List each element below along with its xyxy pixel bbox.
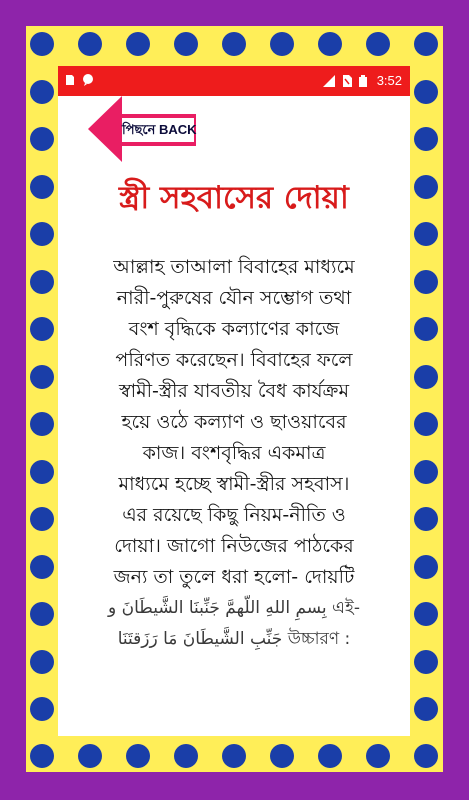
message-icon [82,74,94,86]
status-time: 3:52 [376,73,402,88]
frame-dot [30,412,54,436]
article-line: আল্লাহ তাআলা বিবাহের মাধ্যমে [113,256,355,278]
frame-dot [30,175,54,199]
frame-dot [366,744,390,768]
sd-card-icon [64,74,76,86]
frame-dot [222,32,246,56]
article-line: পরিণত করেছেন। বিবাহের ফলে [115,349,353,371]
frame-dot [30,270,54,294]
frame-dot [30,222,54,246]
frame-dot [30,127,54,151]
article-line: এর রয়েছে কিছু নিয়ম-নীতি ও [122,504,346,526]
frame-dot [30,460,54,484]
frame-dot [414,744,438,768]
signal-icon [323,75,335,87]
no-sim-icon [341,75,353,87]
frame-dot [414,412,438,436]
article-line: দোয়া। জাগো নিউজের পাঠকের [114,535,354,557]
battery-icon [359,75,371,87]
frame-dot [174,744,198,768]
frame-dot [414,80,438,104]
frame-dot [30,365,54,389]
frame-dot [414,650,438,674]
frame-dot [174,32,198,56]
frame-dot [414,365,438,389]
article-line: হয়ে ওঠে কল্যাণ ও ছাওয়াবের [121,411,347,433]
frame-dot [414,32,438,56]
status-bar [58,66,410,96]
back-button[interactable] [86,94,198,164]
frame-dot [222,744,246,768]
frame-dot [30,32,54,56]
back-label: পিছনে BACK [122,122,197,137]
frame-dot [30,317,54,341]
frame-dot [318,32,342,56]
frame-dot [30,555,54,579]
frame-dot [414,507,438,531]
article-line: মাধ্যমে হচ্ছে স্বামী-স্ত্রীর সহবাস। [118,473,350,495]
frame-dot [414,222,438,246]
frame-dot [30,80,54,104]
article-body [66,252,402,655]
article-line: জন্য তা তুলে ধরা হলো- দোয়টি [113,566,355,588]
article-line: স্বামী-স্ত্রীর যাবতীয় বৈধ কার্যক্রম [119,380,349,402]
arabic-line: جَنِّبِ الشَّيطَانَ مَا رَزَقتَنَا উচ্চারণ : [117,629,351,649]
page-title: স্ত্রী সহবাসের দোয়া [119,180,349,216]
frame-dot [78,32,102,56]
frame-dot [30,507,54,531]
phone-screen [58,66,410,736]
frame-dot [414,460,438,484]
frame-dot [414,602,438,626]
article-line: নারী-পুরুষের যৌন সম্ভোগ তথা [116,287,352,309]
frame-dot [414,127,438,151]
frame-dot [318,744,342,768]
article-line: বংশ বৃদ্ধিকে কল্যাণের কাজে [128,318,340,340]
frame-dot [30,602,54,626]
frame-dot [270,744,294,768]
frame-dot [414,555,438,579]
frame-dot [30,650,54,674]
frame-dot [30,744,54,768]
frame-dot [414,697,438,721]
frame-dot [366,32,390,56]
frame-dot [270,32,294,56]
frame-dot [78,744,102,768]
article-line: কাজ। বংশবৃদ্ধির একমাত্র [142,442,326,464]
frame-dot [126,32,150,56]
frame-dot [126,744,150,768]
frame-dot [30,697,54,721]
frame-dot [414,175,438,199]
frame-dot [414,317,438,341]
arabic-line: بِسمِ اللهِ اللّهمَّ جَنِّبنَا الشَّيطَانَ و এই- [108,598,360,618]
frame-dot [414,270,438,294]
